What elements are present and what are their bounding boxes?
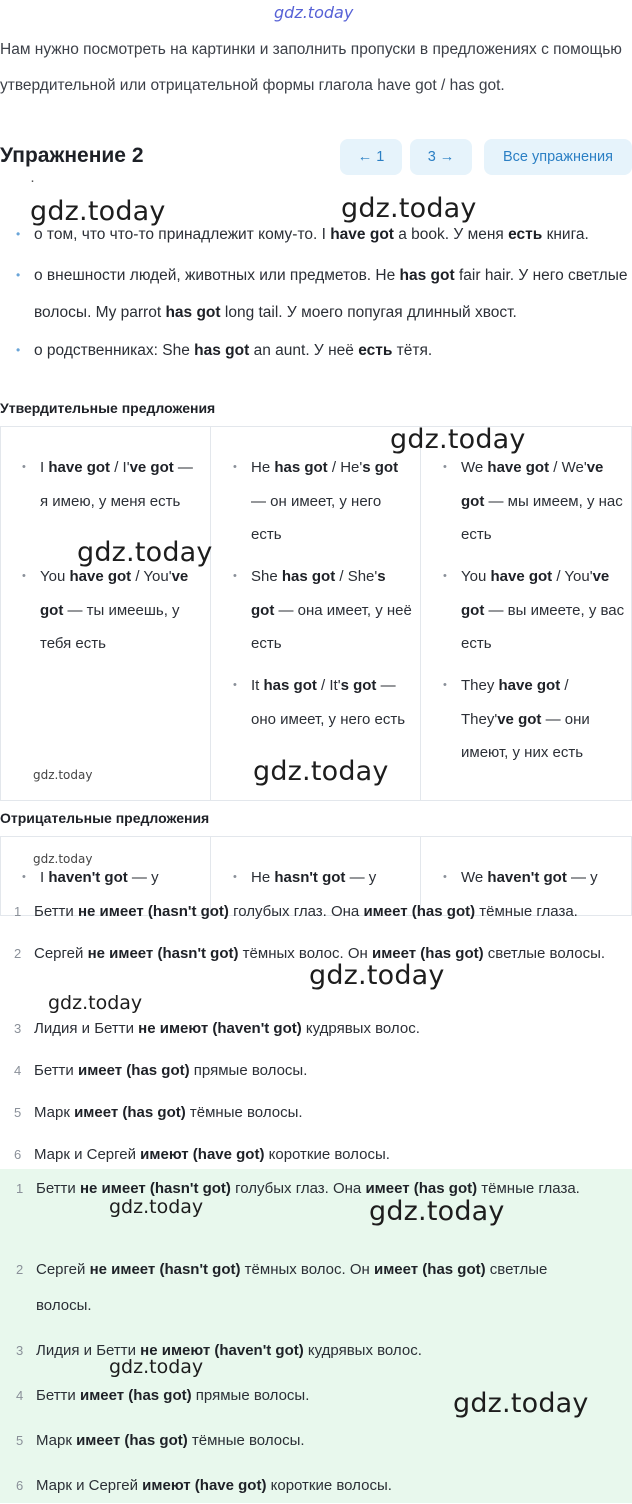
watermark: gdz.today: [274, 3, 354, 22]
page-title: Упражнение 2: [0, 144, 144, 167]
watermark: gdz.today: [30, 196, 166, 227]
watermark: gdz.today: [390, 424, 526, 455]
watermark: gdz.today: [48, 992, 143, 1014]
intro-text: Нам нужно посмотреть на картинки и заполнить пропуски в предложениях с помощью утвердительной или отрицательной формы глагола have got / has got.: [0, 41, 622, 94]
list-item: 2 Сергей не имеет (hasn't got) тёмных волос. Он имеет (has got) светлые волосы.: [14, 945, 606, 962]
watermark: gdz.today: [109, 1356, 204, 1378]
watermark: gdz.today: [369, 1196, 505, 1227]
clipped-text-row: ·: [30, 172, 35, 189]
prev-exercise-button[interactable]: ← 1: [340, 139, 402, 175]
list-item: 2 Сергей не имеет (hasn't got) тёмных волос. Он имеет (has got) светлые волосы.: [16, 1261, 548, 1314]
watermark: gdz.today: [77, 537, 213, 568]
watermark: gdz.today: [33, 852, 93, 866]
watermark: gdz.today: [33, 768, 93, 782]
next-exercise-button[interactable]: 3 →: [410, 139, 472, 175]
negative-table: • I haven't got — у • He hasn't got — у • We haven't got — у gdz.today: [0, 836, 632, 894]
list-item: 1 Бетти не имеет (hasn't got) голубых глаз. Она имеет (has got) тёмные глаза.: [16, 1180, 580, 1197]
watermark: gdz.today: [341, 193, 477, 224]
negative-title: Отрицательные предложения: [0, 810, 210, 826]
list-item: • о внешности людей, животных или предметов. He has got fair hair. У него светлые волосы. My parrot has got long tail. У моего попугая длинный хвост.: [16, 267, 628, 321]
all-exercises-button[interactable]: Все упражнения: [484, 139, 632, 175]
affirmative-title: Утвердительные предложения: [0, 400, 216, 416]
watermark: gdz.today: [109, 1196, 204, 1218]
watermark: gdz.today: [253, 756, 389, 787]
watermark: gdz.today: [453, 1388, 589, 1419]
watermark: gdz.today: [309, 960, 445, 991]
